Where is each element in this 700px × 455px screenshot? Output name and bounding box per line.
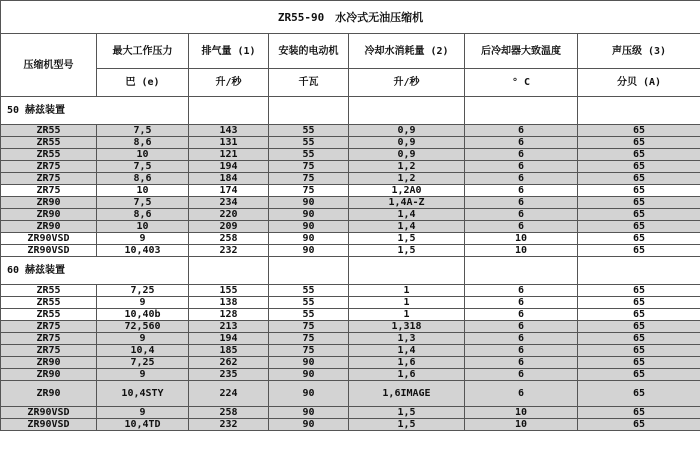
table-row [1, 357, 700, 369]
cell-pressure: 7,5 [97, 125, 189, 137]
table-row [1, 309, 700, 321]
cell-temp: 6 [465, 321, 578, 333]
cell-flow: 213 [189, 321, 269, 333]
cell-temp: 6 [465, 209, 578, 221]
cell-noise: 65 [578, 345, 700, 357]
cell-temp: 10 [465, 407, 578, 419]
cell-pressure: 9 [97, 407, 189, 419]
cell-model: ZR90 [1, 369, 97, 381]
table-row [1, 419, 700, 431]
cell-water: 1 [349, 285, 465, 297]
header-model: 压缩机型号 [1, 34, 97, 97]
table-row [1, 185, 700, 197]
cell-flow: 174 [189, 185, 269, 197]
cell-temp: 6 [465, 369, 578, 381]
cell-water: 1 [349, 309, 465, 321]
cell-motor: 55 [269, 125, 349, 137]
section-row [1, 257, 700, 285]
unit-pressure: 巴 (e) [97, 69, 189, 97]
cell-pressure: 9 [97, 297, 189, 309]
cell-water: 1,2A0 [349, 185, 465, 197]
table-row [1, 345, 700, 357]
cell-temp: 6 [465, 197, 578, 209]
table-body [1, 1, 700, 431]
unit-temp: ° C [465, 69, 578, 97]
cell-pressure: 10 [97, 149, 189, 161]
cell-flow: 131 [189, 137, 269, 149]
cell-motor: 75 [269, 173, 349, 185]
table-row [1, 369, 700, 381]
cell-flow: 209 [189, 221, 269, 233]
cell-pressure: 72,560 [97, 321, 189, 333]
cell-motor: 55 [269, 297, 349, 309]
cell-flow: 128 [189, 309, 269, 321]
header-noise: 声压级 (3) [578, 34, 700, 69]
unit-flow: 升/秒 [189, 69, 269, 97]
cell-noise: 65 [578, 245, 700, 257]
table-row [1, 297, 700, 309]
cell-temp: 10 [465, 245, 578, 257]
cell-flow: 235 [189, 369, 269, 381]
cell-model: ZR90VSD [1, 407, 97, 419]
cell-pressure: 10,4 [97, 345, 189, 357]
cell-flow: 262 [189, 357, 269, 369]
header-row [1, 34, 700, 69]
cell-model: ZR75 [1, 333, 97, 345]
section-empty-cell [189, 97, 269, 125]
section-label: 60 赫兹装置 [1, 257, 189, 285]
cell-motor: 90 [269, 407, 349, 419]
cell-model: ZR55 [1, 149, 97, 161]
cell-pressure: 8,6 [97, 173, 189, 185]
cell-model: ZR75 [1, 185, 97, 197]
cell-flow: 258 [189, 233, 269, 245]
cell-water: 1,2 [349, 161, 465, 173]
cell-flow: 121 [189, 149, 269, 161]
cell-noise: 65 [578, 125, 700, 137]
cell-temp: 6 [465, 185, 578, 197]
cell-motor: 55 [269, 149, 349, 161]
section-empty-cell [465, 257, 578, 285]
cell-water: 1,6 [349, 369, 465, 381]
cell-model: ZR55 [1, 137, 97, 149]
header-pressure: 最大工作压力 [97, 34, 189, 69]
title-row [1, 1, 700, 34]
section-label: 50 赫兹装置 [1, 97, 189, 125]
cell-pressure: 7,25 [97, 357, 189, 369]
cell-water: 1,5 [349, 233, 465, 245]
cell-motor: 75 [269, 345, 349, 357]
header-flow: 排气量 (1) [189, 34, 269, 69]
table-row [1, 285, 700, 297]
section-empty-cell [578, 257, 700, 285]
cell-model: ZR55 [1, 125, 97, 137]
cell-motor: 90 [269, 357, 349, 369]
cell-motor: 90 [269, 221, 349, 233]
cell-water: 1,5 [349, 419, 465, 431]
cell-noise: 65 [578, 285, 700, 297]
cell-noise: 65 [578, 381, 700, 407]
cell-motor: 55 [269, 285, 349, 297]
table-row [1, 233, 700, 245]
table-row [1, 321, 700, 333]
cell-pressure: 10,4STY [97, 381, 189, 407]
cell-noise: 65 [578, 197, 700, 209]
cell-water: 1,318 [349, 321, 465, 333]
table-row [1, 381, 700, 407]
cell-motor: 90 [269, 209, 349, 221]
unit-motor: 千瓦 [269, 69, 349, 97]
cell-water: 1,6IMAGE [349, 381, 465, 407]
table-title: ZR55-90 水冷式无油压缩机 [1, 1, 700, 34]
unit-water: 升/秒 [349, 69, 465, 97]
cell-model: ZR55 [1, 297, 97, 309]
cell-temp: 6 [465, 149, 578, 161]
cell-pressure: 10,40b [97, 309, 189, 321]
cell-model: ZR90VSD [1, 233, 97, 245]
cell-temp: 6 [465, 345, 578, 357]
cell-water: 1,4 [349, 345, 465, 357]
cell-pressure: 9 [97, 333, 189, 345]
cell-flow: 224 [189, 381, 269, 407]
cell-model: ZR90 [1, 381, 97, 407]
cell-model: ZR55 [1, 309, 97, 321]
table-row [1, 209, 700, 221]
cell-flow: 194 [189, 161, 269, 173]
header-temp: 后冷却器大致温度 [465, 34, 578, 69]
cell-pressure: 10 [97, 185, 189, 197]
cell-noise: 65 [578, 209, 700, 221]
cell-flow: 138 [189, 297, 269, 309]
cell-noise: 65 [578, 309, 700, 321]
cell-motor: 90 [269, 369, 349, 381]
cell-water: 1,4A-Z [349, 197, 465, 209]
cell-temp: 10 [465, 419, 578, 431]
cell-water: 0,9 [349, 125, 465, 137]
cell-noise: 65 [578, 185, 700, 197]
cell-noise: 65 [578, 369, 700, 381]
cell-flow: 194 [189, 333, 269, 345]
table-row [1, 173, 700, 185]
table-row [1, 333, 700, 345]
cell-water: 1,5 [349, 407, 465, 419]
section-empty-cell [465, 97, 578, 125]
cell-motor: 90 [269, 197, 349, 209]
cell-flow: 184 [189, 173, 269, 185]
cell-pressure: 7,5 [97, 197, 189, 209]
cell-temp: 6 [465, 333, 578, 345]
section-empty-cell [578, 97, 700, 125]
cell-flow: 220 [189, 209, 269, 221]
cell-pressure: 7,5 [97, 161, 189, 173]
section-empty-cell [189, 257, 269, 285]
cell-noise: 65 [578, 321, 700, 333]
cell-temp: 6 [465, 285, 578, 297]
cell-pressure: 10,403 [97, 245, 189, 257]
cell-water: 1,6 [349, 357, 465, 369]
cell-pressure: 8,6 [97, 137, 189, 149]
cell-temp: 6 [465, 161, 578, 173]
cell-temp: 6 [465, 381, 578, 407]
cell-temp: 6 [465, 173, 578, 185]
table-row [1, 125, 700, 137]
section-row [1, 97, 700, 125]
cell-noise: 65 [578, 407, 700, 419]
header-water: 冷却水消耗量 (2) [349, 34, 465, 69]
cell-noise: 65 [578, 149, 700, 161]
cell-motor: 90 [269, 381, 349, 407]
cell-water: 0,9 [349, 137, 465, 149]
cell-temp: 10 [465, 233, 578, 245]
cell-pressure: 9 [97, 233, 189, 245]
table-row [1, 197, 700, 209]
cell-flow: 143 [189, 125, 269, 137]
unit-noise: 分贝 (A) [578, 69, 700, 97]
section-empty-cell [349, 257, 465, 285]
cell-water: 1 [349, 297, 465, 309]
cell-model: ZR55 [1, 285, 97, 297]
cell-noise: 65 [578, 297, 700, 309]
table-row [1, 407, 700, 419]
cell-water: 0,9 [349, 149, 465, 161]
cell-noise: 65 [578, 333, 700, 345]
cell-flow: 155 [189, 285, 269, 297]
cell-pressure: 7,25 [97, 285, 189, 297]
section-empty-cell [269, 97, 349, 125]
cell-model: ZR75 [1, 321, 97, 333]
cell-model: ZR75 [1, 161, 97, 173]
cell-model: ZR75 [1, 173, 97, 185]
cell-pressure: 10 [97, 221, 189, 233]
cell-motor: 55 [269, 137, 349, 149]
cell-motor: 90 [269, 233, 349, 245]
table-row [1, 137, 700, 149]
table-row [1, 149, 700, 161]
cell-pressure: 8,6 [97, 209, 189, 221]
cell-motor: 75 [269, 185, 349, 197]
cell-flow: 258 [189, 407, 269, 419]
cell-water: 1,5 [349, 245, 465, 257]
cell-flow: 185 [189, 345, 269, 357]
cell-temp: 6 [465, 297, 578, 309]
watermark-text: pythonkf.com [574, 434, 696, 452]
header-motor: 安装的电动机 [269, 34, 349, 69]
cell-motor: 55 [269, 309, 349, 321]
cell-water: 1,4 [349, 221, 465, 233]
cell-noise: 65 [578, 357, 700, 369]
cell-noise: 65 [578, 173, 700, 185]
cell-motor: 75 [269, 161, 349, 173]
cell-model: ZR90VSD [1, 245, 97, 257]
cell-noise: 65 [578, 419, 700, 431]
cell-model: ZR90 [1, 209, 97, 221]
section-empty-cell [269, 257, 349, 285]
cell-pressure: 9 [97, 369, 189, 381]
cell-temp: 6 [465, 221, 578, 233]
cell-noise: 65 [578, 221, 700, 233]
cell-motor: 75 [269, 333, 349, 345]
cell-motor: 90 [269, 245, 349, 257]
cell-temp: 6 [465, 357, 578, 369]
cell-water: 1,2 [349, 173, 465, 185]
section-empty-cell [349, 97, 465, 125]
cell-temp: 6 [465, 125, 578, 137]
cell-model: ZR75 [1, 345, 97, 357]
cell-motor: 90 [269, 419, 349, 431]
cell-model: ZR90VSD [1, 419, 97, 431]
cell-temp: 6 [465, 137, 578, 149]
table-row [1, 245, 700, 257]
cell-model: ZR90 [1, 221, 97, 233]
cell-pressure: 10,4TD [97, 419, 189, 431]
cell-flow: 232 [189, 245, 269, 257]
table-row [1, 221, 700, 233]
cell-water: 1,3 [349, 333, 465, 345]
cell-motor: 75 [269, 321, 349, 333]
cell-noise: 65 [578, 137, 700, 149]
cell-flow: 232 [189, 419, 269, 431]
cell-noise: 65 [578, 233, 700, 245]
cell-water: 1,4 [349, 209, 465, 221]
cell-model: ZR90 [1, 357, 97, 369]
cell-model: ZR90 [1, 197, 97, 209]
cell-temp: 6 [465, 309, 578, 321]
cell-flow: 234 [189, 197, 269, 209]
unit-row [1, 69, 700, 97]
cell-noise: 65 [578, 161, 700, 173]
table-row [1, 161, 700, 173]
